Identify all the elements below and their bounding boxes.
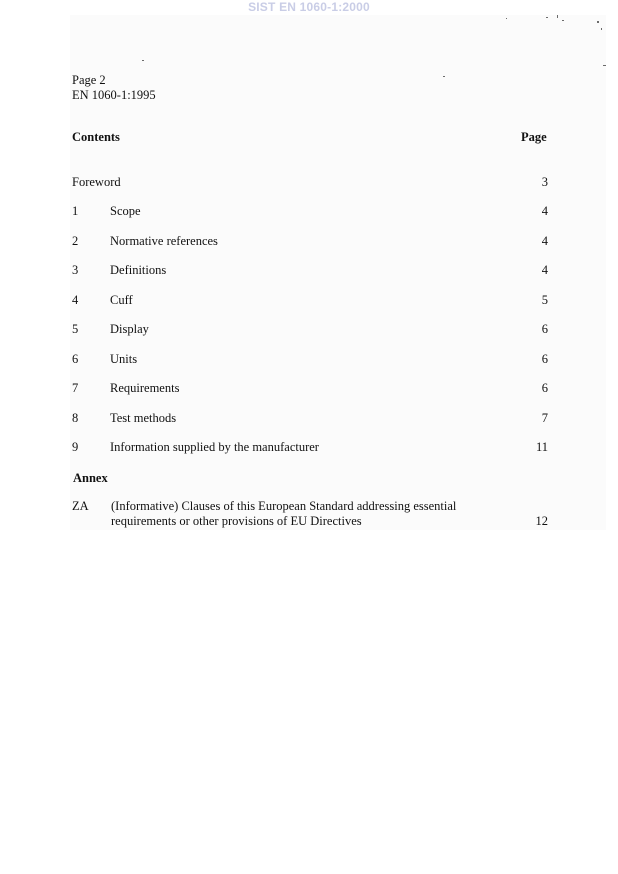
toc-entry-title: Display bbox=[110, 322, 149, 336]
scan-speck bbox=[557, 15, 558, 18]
toc-entry bbox=[72, 204, 548, 220]
toc-entry-title: Information supplied by the manufacturer bbox=[110, 440, 319, 454]
toc-entry-number: 1 bbox=[72, 204, 79, 218]
toc-entry-page: 4 bbox=[541, 234, 548, 248]
toc-entry-page: 4 bbox=[541, 204, 548, 218]
scan-speck bbox=[506, 18, 507, 19]
standard-identifier: EN 1060-1:1995 bbox=[72, 88, 156, 102]
toc-entry-page: 11 bbox=[535, 440, 548, 454]
toc-entry bbox=[72, 234, 548, 250]
toc-entry bbox=[72, 322, 548, 338]
document-watermark: SIST EN 1060-1:2000 bbox=[248, 0, 370, 14]
toc-entry-number: 7 bbox=[72, 381, 79, 395]
contents-heading: Contents bbox=[72, 130, 120, 144]
toc-entry-title: Requirements bbox=[110, 381, 180, 395]
toc-entry-number: 6 bbox=[72, 352, 79, 366]
annex-heading: Annex bbox=[73, 471, 108, 485]
annex-number: ZA bbox=[72, 499, 89, 513]
toc-entry-number: 2 bbox=[72, 234, 79, 248]
toc-entry-page: 5 bbox=[541, 293, 548, 307]
page-column-heading: Page bbox=[521, 130, 547, 144]
toc-entry-number: 4 bbox=[72, 293, 79, 307]
scan-speck bbox=[601, 28, 602, 30]
scan-speck bbox=[443, 76, 445, 77]
toc-entry-title: Units bbox=[110, 352, 138, 366]
toc-entry-number: 5 bbox=[72, 322, 79, 336]
toc-entry bbox=[72, 381, 548, 397]
toc-entry-foreword bbox=[72, 175, 548, 191]
page-header bbox=[72, 73, 156, 103]
toc-entry-page: 3 bbox=[541, 175, 548, 189]
toc-entry-number: 8 bbox=[72, 411, 79, 425]
toc-entry-page: 6 bbox=[541, 352, 548, 366]
toc-entry-title: Cuff bbox=[110, 293, 133, 307]
toc-entry-title: Normative references bbox=[110, 234, 218, 248]
scan-speck bbox=[562, 20, 564, 21]
annex-page-number: 12 bbox=[535, 514, 548, 528]
toc-entry-title: Test methods bbox=[110, 411, 177, 425]
toc-entry-number: 3 bbox=[72, 263, 79, 277]
toc-entry bbox=[72, 352, 548, 368]
toc-entry-number: 9 bbox=[72, 440, 79, 454]
scan-speck bbox=[597, 21, 599, 23]
toc-entry-title: Definitions bbox=[110, 263, 167, 277]
toc-entry bbox=[72, 440, 548, 456]
toc-entry-page: 6 bbox=[541, 381, 548, 395]
toc-entry bbox=[72, 411, 548, 427]
toc-entry-title: Scope bbox=[110, 204, 141, 218]
toc-entry-title: Foreword bbox=[72, 175, 121, 189]
toc-entry bbox=[72, 263, 548, 279]
toc-entry-page: 7 bbox=[541, 411, 548, 425]
toc-entry bbox=[72, 293, 548, 309]
annex-title bbox=[111, 499, 491, 529]
scan-speck bbox=[546, 17, 548, 18]
annex-title-line: (Informative) Clauses of this European Standard addressing essential bbox=[111, 499, 457, 513]
scan-speck bbox=[142, 60, 144, 61]
page-number-label: Page 2 bbox=[72, 73, 106, 87]
annex-title-line: requirements or other provisions of EU Directives bbox=[111, 514, 362, 528]
toc-entry-page: 6 bbox=[541, 322, 548, 336]
toc-entry-page: 4 bbox=[541, 263, 548, 277]
scan-speck bbox=[603, 65, 606, 66]
